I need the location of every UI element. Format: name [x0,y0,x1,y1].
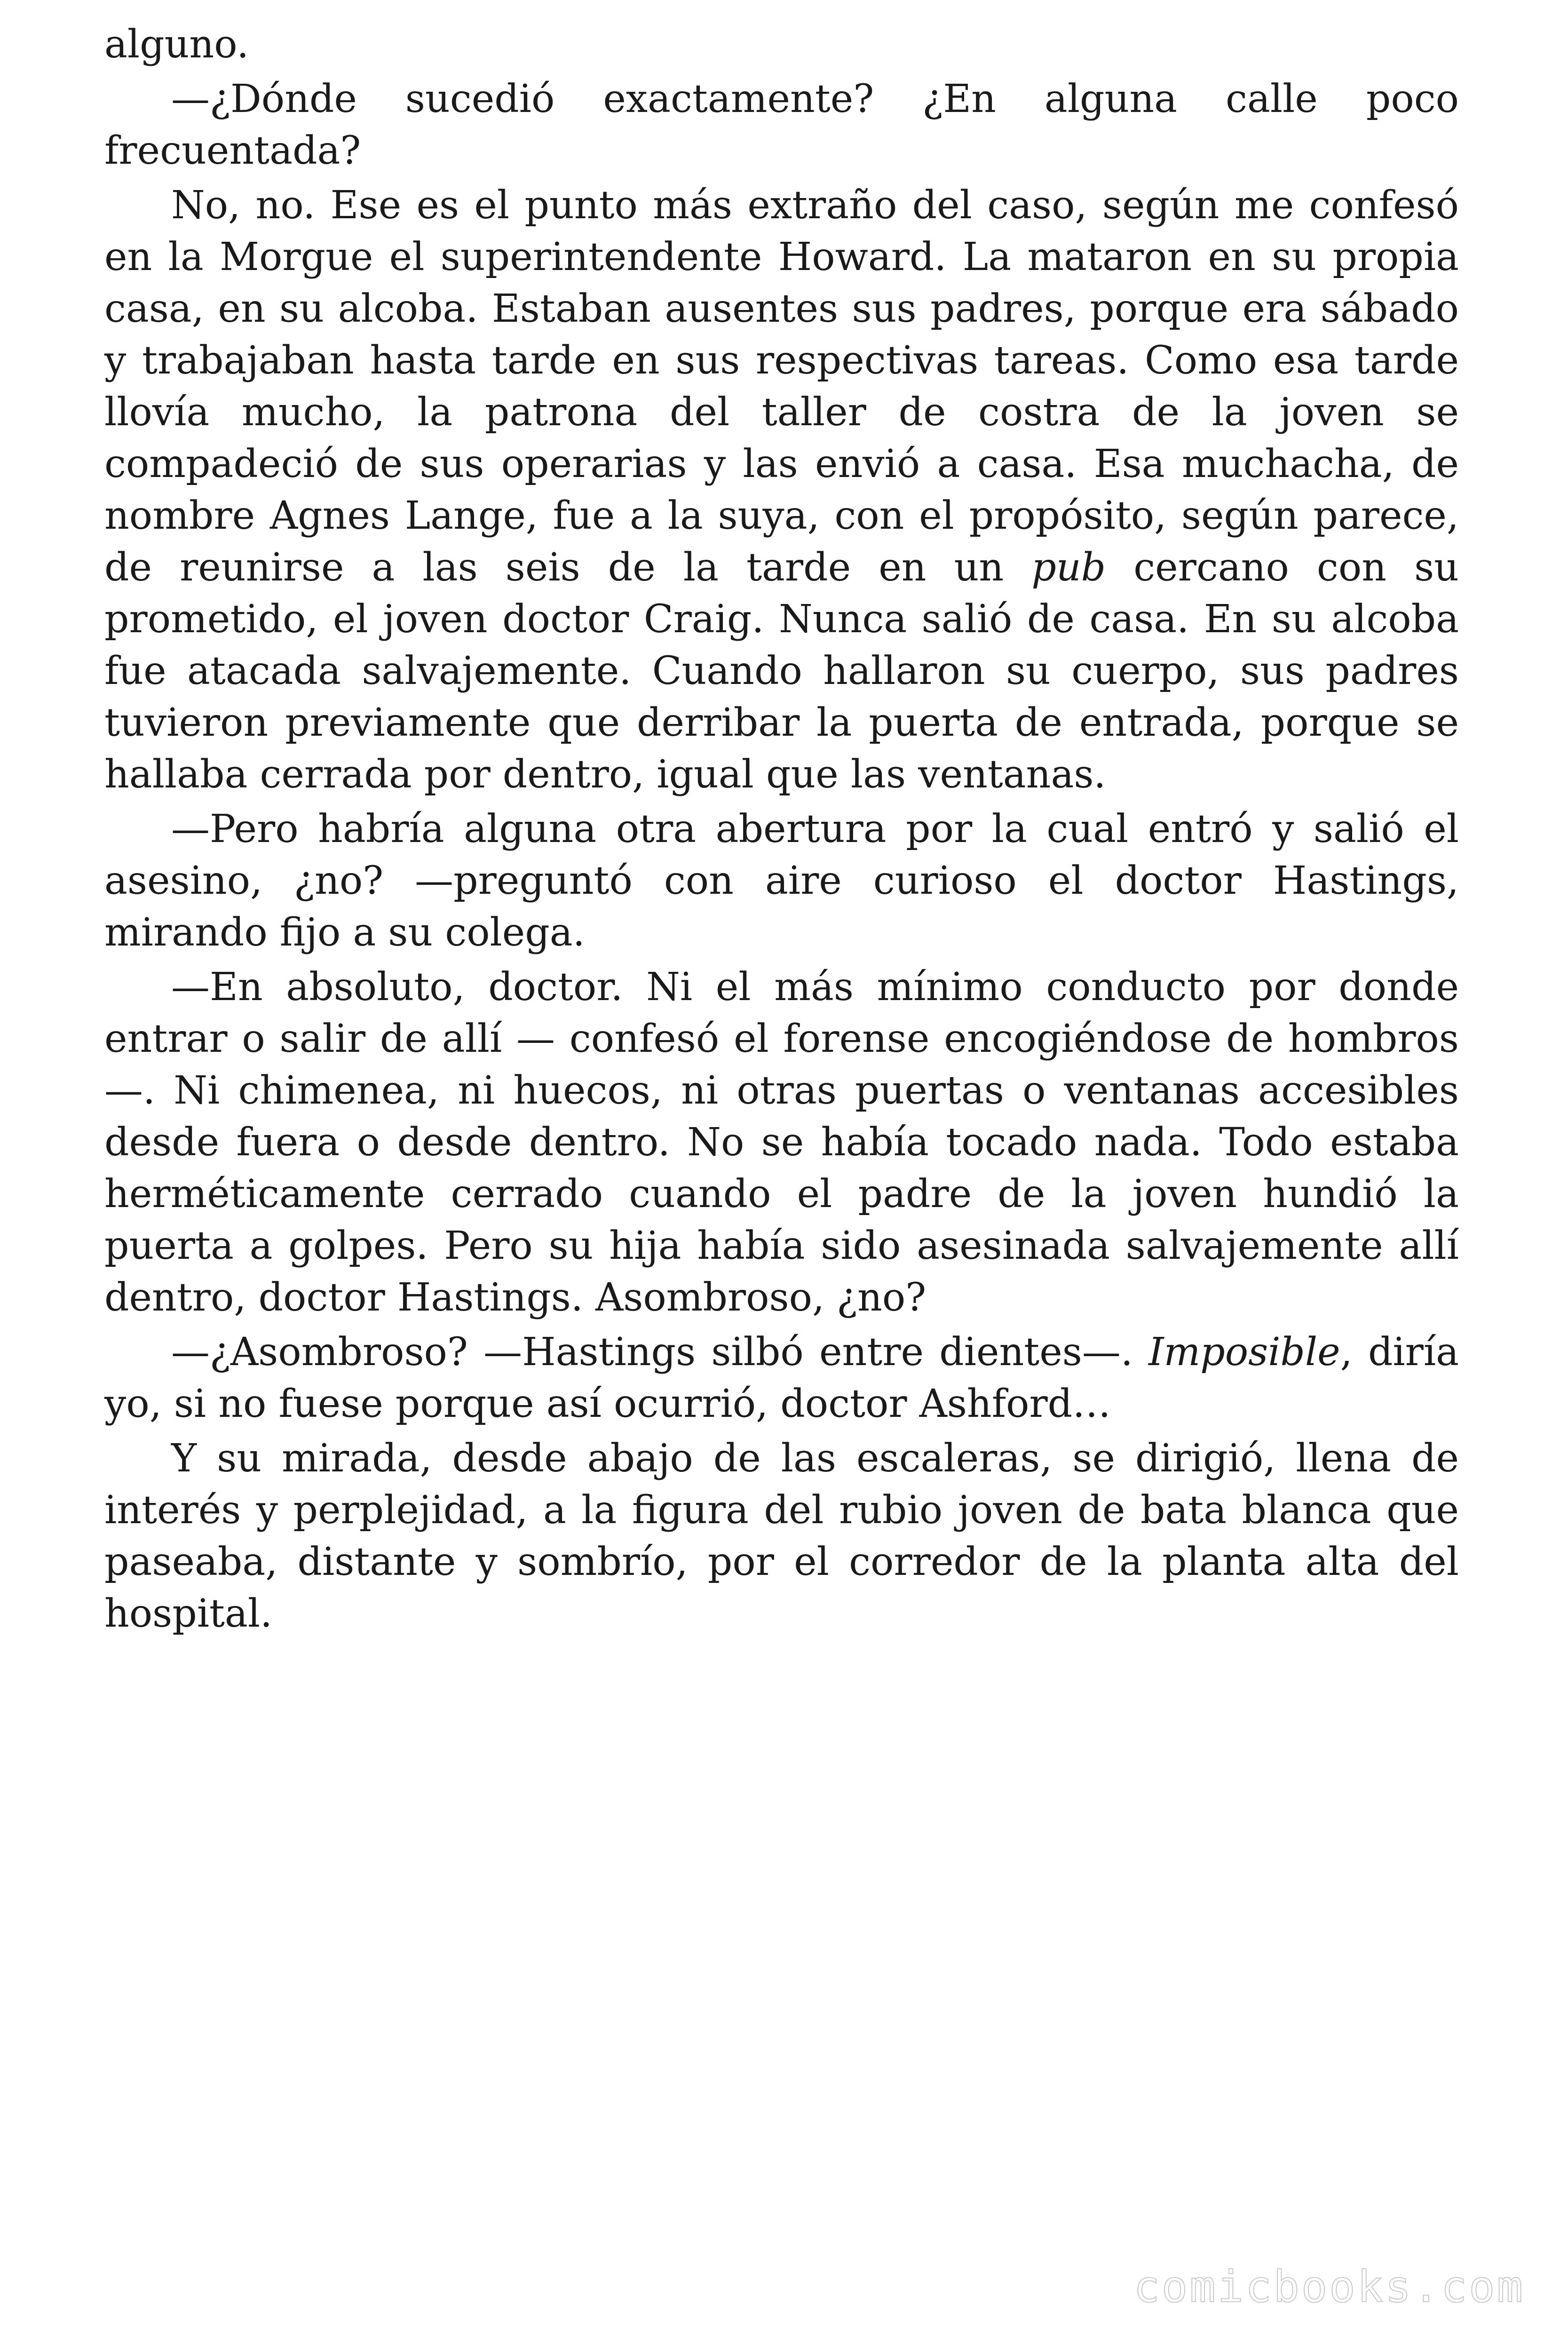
paragraph-text: , diría yo, si no fuese porque así ocurrió, doctor Ashford… [104,1330,1459,1426]
paragraph-text: —Pero habría alguna otra abertura por la cual entró y salió el asesino, ¿no? —preguntó con aire curioso el doctor Hastings, mirando fijo a su colega. [104,807,1459,955]
paragraph-text: —En absoluto, doctor. Ni el más mínimo conducto por donde entrar o salir de allí — confesó el forense encogiéndose de hombros—. Ni chimenea, ni huecos, ni otras puertas o ventanas accesibles desde fuera o desde dentro. No se había tocado nada. Todo estaba herméticamente cerrado cuando el padre de la joven hundió la puerta a golpes. Pero su hija había sido asesinada salvajemente allí dentro, doctor Hastings. Asombroso, ¿no? [104,965,1459,1320]
paragraph-text: No, no. Ese es el punto más extraño del caso, según me confesó en la Morgue el superintendente Howard. La mataron en su propia casa, en su alcoba. Estaban ausentes sus padres, porque era sábado y trabajaban hasta tarde en sus respectivas tareas. Como esa tarde llovía mucho, la patrona del taller de costra de la joven se compadeció de sus operarias y las envió a casa. Esa muchacha, de nombre Agnes Lange, fue a la suya, con el propósito, según parece, de reunirse a las seis de la tarde en un [104,183,1459,590]
paragraph [104,803,1459,959]
paragraph [104,1433,1459,1640]
paragraph-text: —¿Dónde sucedió exactamente? ¿En alguna calle poco frecuentada? [104,77,1459,173]
paragraph-text: cercano con su prometido, el joven doctor Craig. Nunca salió de casa. En su alcoba fue atacada salvajemente. Cuando hallaron su cuerpo, sus padres tuvieron previamente que derribar la puerta de entrada, porque se hallaba cerrada por dentro, igual que las ventanas. [104,545,1459,797]
watermark: comicbooks.com [1133,2262,1525,2312]
paragraph [104,19,1459,71]
paragraph [104,73,1459,177]
paragraph [104,1327,1459,1430]
paragraph-text: —¿Asombroso? —Hastings silbó entre dientes—. [171,1330,1149,1375]
page-body [104,19,1459,1643]
italic-term: pub [1031,545,1106,590]
paragraph-text: alguno. [104,22,249,67]
paragraph-text: Y su mirada, desde abajo de las escaleras, se dirigió, llena de interés y perplejidad, a la figura del rubio joven de bata blanca que paseaba, distante y sombrío, por el corredor de la planta alta del hospital. [104,1436,1459,1636]
paragraph [104,180,1459,801]
paragraph [104,961,1459,1324]
italic-term: Imposible [1148,1330,1340,1375]
